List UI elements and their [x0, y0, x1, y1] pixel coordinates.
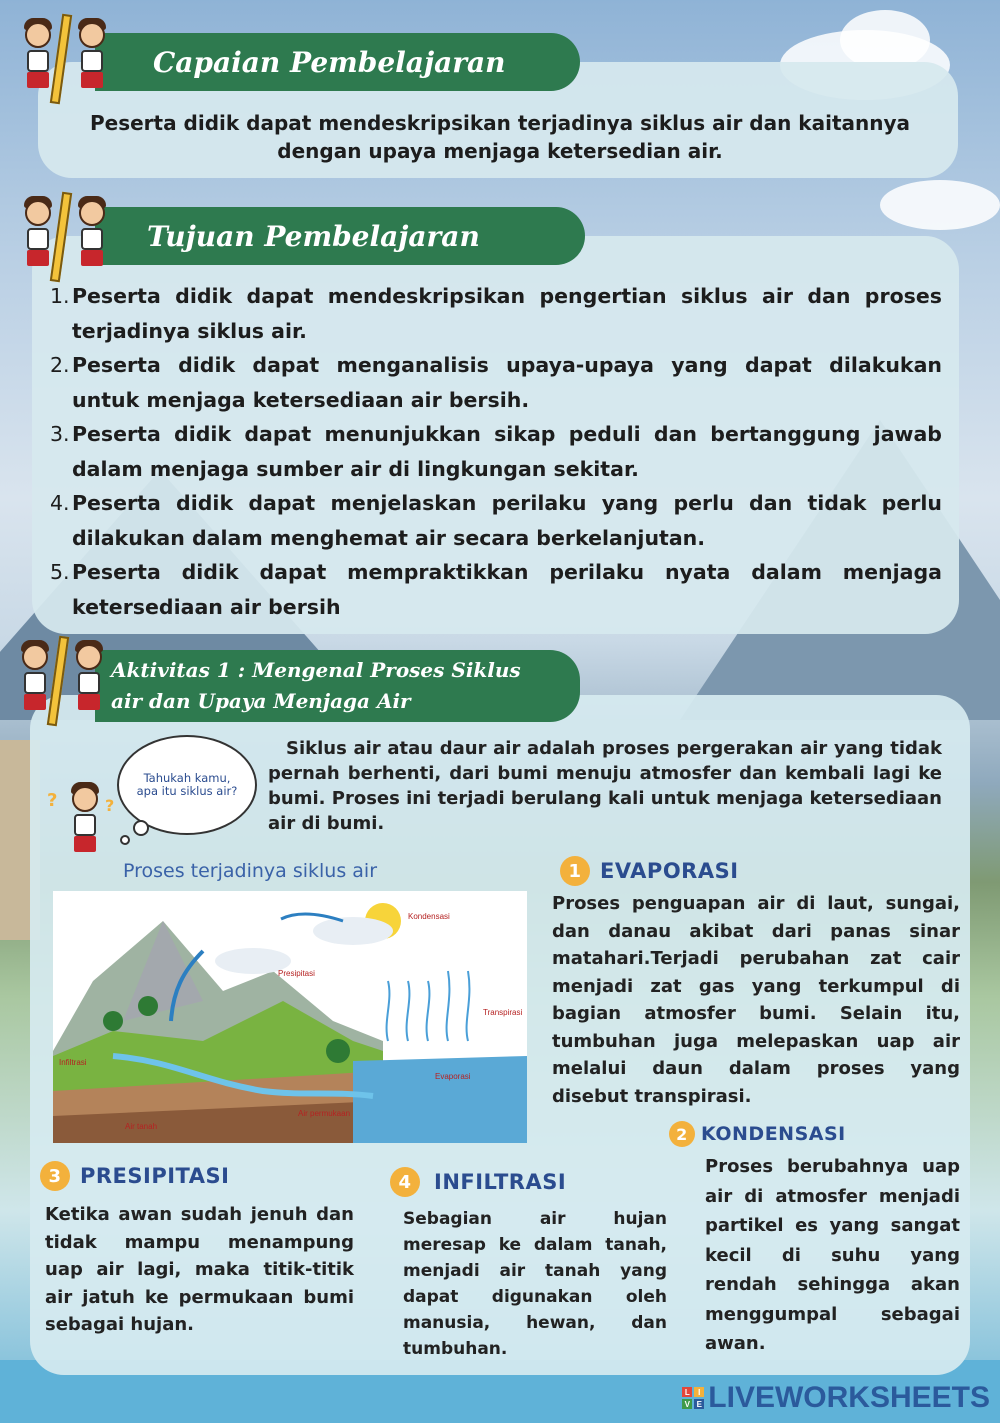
list-item: [50, 486, 942, 555]
tujuan-list: [50, 279, 942, 624]
label-air-tanah: Air tanah: [125, 1122, 158, 1131]
label-presipitasi: Presipitasi: [278, 969, 315, 978]
cloud-decoration: [840, 10, 930, 70]
tree-icon: [103, 1011, 123, 1031]
item-number: 4.: [50, 491, 70, 515]
aktivitas-banner: [95, 650, 580, 722]
tree-icon: [138, 996, 158, 1016]
thought-dot: [133, 820, 149, 836]
number-badge: 1: [560, 856, 590, 886]
label-infiltrasi: Infiltrasi: [59, 1058, 87, 1067]
kids-illustration: [5, 630, 115, 730]
evaporasi-heading: [560, 856, 739, 886]
water-cycle-diagram: [53, 891, 527, 1143]
number-badge: 2: [669, 1121, 695, 1147]
item-text: Peserta didik dapat menjelaskan perilaku yang perlu dan tidak perlu dilakukan dalam menghemat air secara berkelanjutan.: [72, 491, 942, 550]
tujuan-banner: [95, 207, 585, 265]
liveworksheets-logo[interactable]: [682, 1381, 990, 1415]
question-mark-icon: ?: [47, 790, 58, 811]
item-number: 5.: [50, 560, 70, 584]
label-air-permukaan: Air permukaan: [298, 1109, 351, 1118]
item-text: Peserta didik dapat menunjukkan sikap peduli dan bertanggung jawab dalam menjaga sumber air di lingkungan sekitar.: [72, 422, 942, 481]
evaporasi-text: Proses penguapan air di laut, sungai, dan danau akibat dari panas sinar matahari.Terjadi perubahan zat cair menjadi zat gas yang terkumpul di bagian atmosfer bumi. Selain itu, tumbuhan juga melepaskan uap air melalui daun dalam proses yang disebut transpirasi.: [552, 893, 960, 1107]
aktivitas-intro: Siklus air atau daur air adalah proses pergerakan air yang tidak pernah berhenti, dari bumi menuju atmosfer dan kembali lagi ke bumi. Proses ini terjadi berulang kali untuk menjaga ketersediaan air di bumi.: [268, 738, 942, 834]
evaporasi-title: EVAPORASI: [600, 859, 739, 883]
aktivitas-title: air dan Upaya Menjaga Air: [111, 689, 411, 713]
capaian-text-line: Peserta didik dapat mendeskripsikan terjadinya siklus air dan kaitannya: [89, 111, 911, 135]
logo-text: LIVEWORKSHEETS: [708, 1381, 990, 1414]
list-item: [50, 279, 942, 348]
infiltrasi-heading: [390, 1167, 566, 1197]
question-mark-icon: ?: [105, 796, 115, 815]
logo-letter: E: [694, 1399, 704, 1409]
item-text: Peserta didik dapat mendeskripsikan pengertian siklus air dan proses terjadinya siklus air.: [72, 284, 942, 343]
item-number: 1.: [50, 284, 70, 308]
aktivitas-title: Aktivitas 1 : Mengenal Proses Siklus: [111, 658, 521, 682]
capaian-title: Capaian Pembelajaran: [153, 45, 506, 79]
label-evaporasi: Evaporasi: [435, 1072, 471, 1081]
cloud-decoration: [880, 180, 1000, 230]
item-text: Peserta didik dapat menganalisis upaya-upaya yang dapat dilakukan untuk menjaga ketersediaan air bersih.: [72, 353, 942, 412]
thought-dot: [120, 835, 130, 845]
number-badge: 4: [390, 1167, 420, 1197]
kids-illustration: [8, 8, 118, 108]
number-badge: 3: [40, 1161, 70, 1191]
thinking-boy-illustration: [47, 782, 115, 882]
kondensasi-text: Proses berubahnya uap air di atmosfer menjadi partikel es yang sangat kecil di suhu yang rendah sehingga akan menggumpal sebagai awan.: [705, 1156, 960, 1354]
logo-mark-icon: [682, 1387, 704, 1409]
infiltrasi-text: Sebagian air hujan meresap ke dalam tanah, menjadi air tanah yang dapat digunakan oleh manusia, hewan, dan tumbuhan.: [403, 1209, 667, 1359]
list-item: [50, 417, 942, 486]
thought-text: Tahukah kamu, apa itu siklus air?: [136, 771, 238, 798]
tujuan-title: Tujuan Pembelajaran: [147, 219, 480, 253]
kids-illustration: [8, 186, 118, 286]
list-item: [50, 555, 942, 624]
capaian-text-line: dengan upaya menjaga ketersedian air.: [277, 139, 723, 163]
label-transpirasi: Transpirasi: [483, 1008, 523, 1017]
item-number: 3.: [50, 422, 70, 446]
sea-shape: [353, 1056, 527, 1143]
capaian-text: [40, 109, 960, 165]
capaian-banner: [95, 33, 580, 91]
presipitasi-title: PRESIPITASI: [80, 1164, 230, 1188]
logo-letter: V: [682, 1399, 692, 1409]
water-cycle-svg: [53, 891, 527, 1143]
item-text: Peserta didik dapat mempraktikkan perilaku nyata dalam menjaga ketersediaan air bersih: [72, 560, 942, 619]
logo-letter: L: [682, 1387, 692, 1397]
tree-icon: [326, 1039, 350, 1063]
presipitasi-heading: [40, 1161, 229, 1191]
presipitasi-text: Ketika awan sudah jenuh dan tidak mampu menampung uap air lagi, maka titik-titik air jatuh ke permukaan bumi sebagai hujan.: [45, 1204, 354, 1335]
kondensasi-title: KONDENSASI: [701, 1123, 846, 1145]
list-item: [50, 348, 942, 417]
item-number: 2.: [50, 353, 70, 377]
kondensasi-heading: [669, 1121, 846, 1147]
label-kondensasi: Kondensasi: [408, 912, 450, 921]
logo-letter: I: [694, 1387, 704, 1397]
infiltrasi-title: INFILTRASI: [434, 1170, 567, 1194]
diagram-title: Proses terjadinya siklus air: [123, 860, 378, 882]
cloud-icon: [313, 917, 393, 945]
